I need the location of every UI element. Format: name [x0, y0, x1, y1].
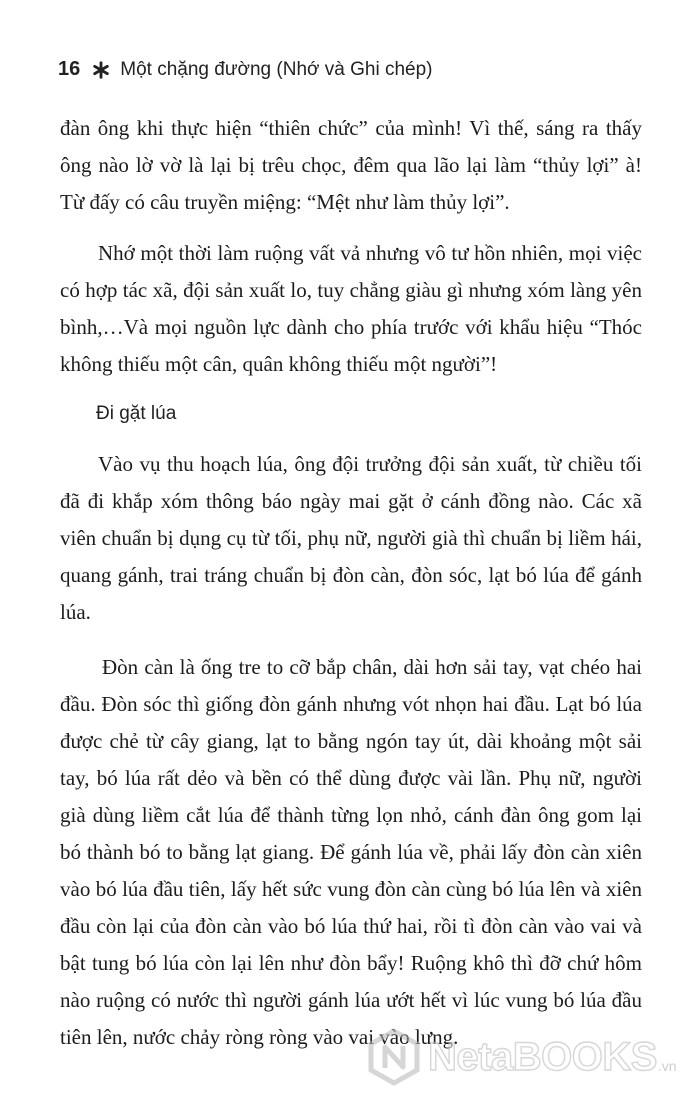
watermark-brand: NetaBOOKS: [428, 1034, 657, 1079]
hexagon-n-logo-icon: [368, 1028, 420, 1086]
body-text: [60, 110, 642, 1056]
watermark-suffix: .vn: [657, 1058, 677, 1074]
running-header: [58, 58, 432, 81]
paragraph: Nhớ một thời làm ruộng vất vả nhưng vô tư hồn nhiên, mọi việc có hợp tác xã, đội sản xuất lo, tuy chẳng giàu gì nhưng xóm làng yên bình,…Và mọi nguồn lực dành cho phía trước với khẩu hiệu “Thóc không thiếu một cân, quân không thiếu một người”!: [60, 241, 642, 376]
running-title: Một chặng đường (Nhớ và Ghi chép): [120, 58, 433, 80]
page-number: 16: [58, 58, 81, 80]
paragraph: Đòn càn là ống tre to cỡ bắp chân, dài hơn sải tay, vạt chéo hai đầu. Đòn sóc thì giống đòn gánh nhưng vót nhọn hai đầu. Lạt bó lúa được chẻ từ cây giang, lạt to bằng ngón tay út, dài khoảng một sải tay, bó lúa rất dẻo và bền có thể dùng được vài lần. Phụ nữ, người già dùng liềm cắt lúa để thành từng lọn nhỏ, cánh đàn ông gom lại bó thành bó to bằng lạt giang. Để gánh lúa về, phải lấy đòn càn xiên vào bó lúa đầu tiên, lấy hết sức vung đòn càn cùng bó lúa lên và xiên đầu còn lại của đòn càn vào bó lúa thứ hai, rồi tì đòn càn vào vai và bật tung bó lúa còn lại lên như đòn bẩy! Ruộng khô thì đỡ chứ hôm nào ruộng có nước thì người gánh lúa ướt hết vì lúc vung bó lúa đầu tiên lên, nước chảy ròng ròng vào vai vào lưng.: [60, 655, 642, 1049]
paragraph: Vào vụ thu hoạch lúa, ông đội trưởng đội sản xuất, từ chiều tối đã đi khắp xóm thông báo ngày mai gặt ở cánh đồng nào. Các xã viên chuẩn bị dụng cụ từ tối, phụ nữ, người già thì chuẩn bị liềm hái, quang gánh, trai tráng chuẩn bị đòn càn, đòn sóc, lạt bó lúa để gánh lúa.: [60, 452, 642, 624]
section-heading: Đi gặt lúa: [96, 403, 177, 424]
watermark-logo: [368, 1028, 677, 1086]
paragraph: đàn ông khi thực hiện “thiên chức” của mình! Vì thế, sáng ra thấy ông nào lờ vờ là lại bị trêu chọc, đêm qua lão lại làm “thủy lợi” à! Từ đấy có câu truyền miệng: “Mệt như làm thủy lợi”.: [60, 116, 642, 214]
asterisk-icon: [92, 61, 110, 79]
